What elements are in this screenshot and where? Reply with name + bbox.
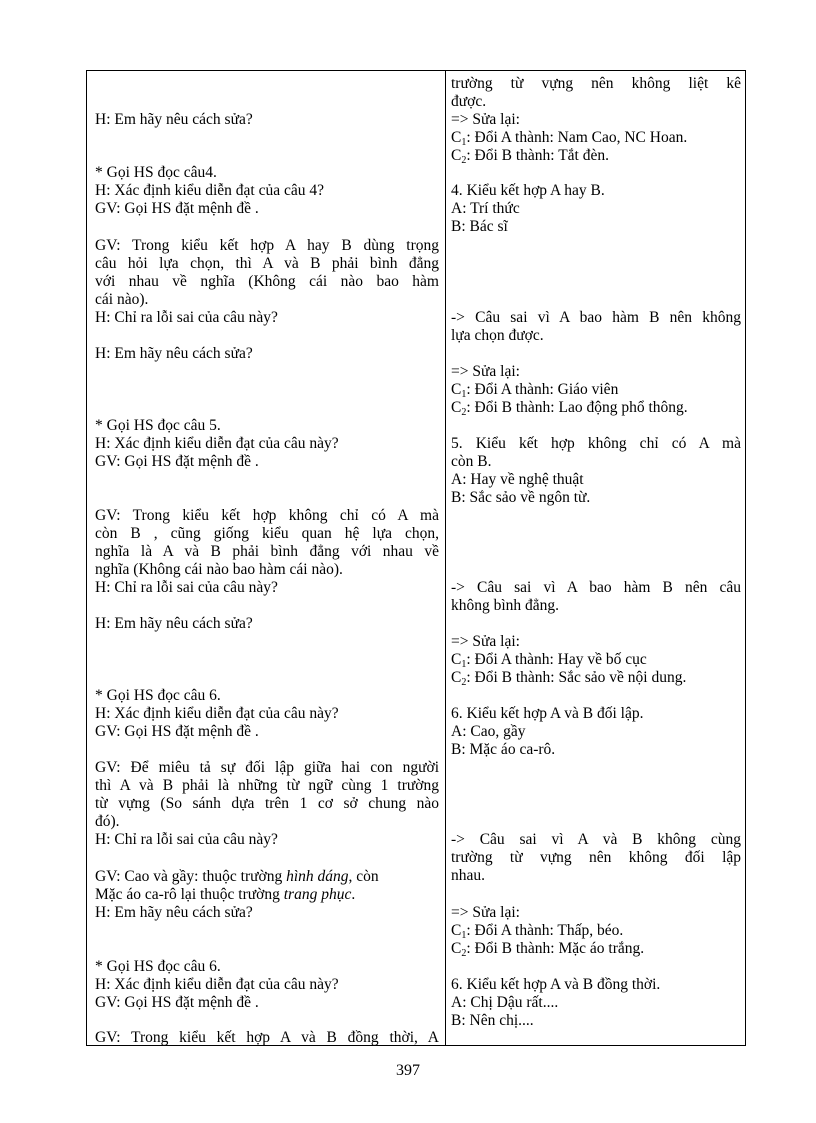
text-line: 4. Kiểu kết hợp A hay B.	[451, 182, 605, 199]
text-line: 5. Kiểu kết hợp không chỉ có A mà	[451, 435, 741, 452]
text-line: 6. Kiểu kết hợp A và B đối lập.	[451, 705, 644, 722]
text-segment: : Đổi A thành: Giáo viên	[466, 381, 619, 398]
text-line: H: Em hãy nêu cách sửa?	[95, 904, 253, 921]
text-line: H: Chỉ ra lỗi sai của câu này?	[95, 309, 278, 326]
text-line: H: Xác định kiểu diễn đạt của câu này?	[95, 435, 339, 452]
text-line: GV: Gọi HS đặt mệnh đề .	[95, 723, 259, 740]
text-line: cái nào).	[95, 291, 149, 308]
text-line: -> Câu sai vì A bao hàm B nên câu	[451, 579, 741, 596]
text-segment: : Đổi B thành: Lao động phổ thông.	[466, 399, 688, 416]
subscript: 2	[461, 948, 467, 959]
lesson-table	[86, 70, 746, 1046]
text-line: B: Mặc áo ca-rô.	[451, 741, 556, 758]
text-segment: C	[451, 651, 462, 668]
text-line	[451, 129, 741, 147]
subscript: 1	[461, 137, 467, 148]
text-line: A: Chị Dậu rất....	[451, 994, 559, 1011]
text-line: GV: Trong kiểu kết hợp A hay B dùng trọng	[95, 237, 439, 254]
text-line: B: Bác sĩ	[451, 218, 508, 235]
text-line: * Gọi HS đọc câu4.	[95, 164, 217, 181]
text-segment: C	[451, 922, 462, 939]
text-line	[95, 886, 439, 904]
text-line: trường từ vựng nên không liệt kê	[451, 75, 741, 92]
text-line: => Sửa lại:	[451, 904, 520, 921]
text-segment: : Đổi A thành: Thấp, béo.	[466, 922, 624, 939]
text-line	[451, 651, 741, 669]
subscript: 1	[461, 389, 467, 400]
text-line	[451, 147, 741, 165]
text-line: -> Câu sai vì A và B không cùng	[451, 831, 741, 848]
text-segment: C	[451, 669, 462, 686]
text-line: H: Em hãy nêu cách sửa?	[95, 345, 253, 362]
italic-term: trang phục	[283, 886, 352, 903]
text-line: với nhau về nghĩa (Không cái nào bao hàm	[95, 273, 439, 290]
column-divider	[445, 71, 446, 1045]
text-segment: .	[351, 886, 356, 903]
text-line: 6. Kiểu kết hợp A và B đồng thời.	[451, 976, 661, 993]
text-line: A: Trí thức	[451, 200, 520, 217]
text-line: còn B.	[451, 453, 492, 470]
subscript: 2	[461, 407, 467, 418]
text-segment: C	[451, 399, 462, 416]
text-line: A: Cao, gầy	[451, 723, 526, 740]
text-line: H: Chỉ ra lỗi sai của câu này?	[95, 579, 278, 596]
text-line: * Gọi HS đọc câu 6.	[95, 687, 221, 704]
text-segment: , còn	[348, 868, 379, 885]
subscript: 2	[461, 677, 467, 688]
text-line	[451, 381, 741, 399]
text-line: nghĩa là A và B phải bình đẳng với nhau về	[95, 543, 439, 560]
text-line: GV: Để miêu tả sự đối lập giữa hai con người	[95, 759, 439, 776]
text-line: còn B , cũng giống kiểu quan hệ lựa chọn,	[95, 525, 439, 542]
subscript: 1	[461, 659, 467, 670]
text-line: GV: Trong kiểu kết hợp không chỉ có A mà	[95, 507, 439, 524]
text-line: GV: Gọi HS đặt mệnh đề .	[95, 994, 259, 1011]
text-line	[451, 940, 741, 958]
text-segment: : Đổi B thành: Tắt đèn.	[466, 147, 609, 164]
text-line: -> Câu sai vì A bao hàm B nên không	[451, 309, 741, 326]
text-line: * Gọi HS đọc câu 6.	[95, 958, 221, 975]
text-line: nghĩa (Không cái nào bao hàm cái nào).	[95, 561, 343, 578]
text-line	[451, 669, 741, 687]
text-line: từ vựng (So sánh dựa trên 1 cơ sở chung nào	[95, 795, 439, 812]
text-line: nhau.	[451, 867, 486, 884]
text-line	[95, 868, 439, 886]
subscript: 2	[461, 155, 467, 166]
text-line: H: Xác định kiểu diễn đạt của câu 4?	[95, 182, 324, 199]
text-line: => Sửa lại:	[451, 363, 520, 380]
text-line: B: Sắc sảo về ngôn từ.	[451, 489, 591, 506]
italic-term: hình dáng	[286, 868, 349, 885]
text-line: được.	[451, 93, 487, 110]
text-line: H: Chỉ ra lỗi sai của câu này?	[95, 831, 278, 848]
text-line	[451, 399, 741, 417]
text-segment: : Đổi B thành: Sắc sảo về nội dung.	[466, 669, 687, 686]
text-segment: : Đổi A thành: Nam Cao, NC Hoan.	[466, 129, 688, 146]
text-line: không bình đẳng.	[451, 597, 560, 614]
teacher-activity-column	[95, 71, 439, 1045]
subscript: 1	[461, 930, 467, 941]
text-line: GV: Trong kiểu kết hợp A và B đồng thời, A	[95, 1029, 439, 1045]
text-line: câu hỏi lựa chọn, thì A và B phải bình đẳng	[95, 255, 439, 272]
text-line: * Gọi HS đọc câu 5.	[95, 417, 221, 434]
student-activity-column	[451, 71, 741, 1045]
text-line: H: Em hãy nêu cách sửa?	[95, 111, 253, 128]
text-segment: C	[451, 129, 462, 146]
text-segment: : Đổi B thành: Mặc áo trắng.	[466, 940, 645, 957]
text-line: => Sửa lại:	[451, 633, 520, 650]
page-number: 397	[396, 1062, 420, 1079]
text-line: thì A và B phải là những từ ngữ cùng 1 trường	[95, 777, 439, 794]
text-line: H: Xác định kiểu diễn đạt của câu này?	[95, 976, 339, 993]
text-segment: C	[451, 147, 462, 164]
text-line: H: Em hãy nêu cách sửa?	[95, 615, 253, 632]
text-line: H: Xác định kiểu diễn đạt của câu này?	[95, 705, 339, 722]
text-segment: GV: Cao và gầy: thuộc trường	[95, 868, 287, 885]
text-segment: Mặc áo ca-rô lại thuộc trường	[95, 886, 284, 903]
text-line	[451, 922, 741, 940]
text-segment: C	[451, 381, 462, 398]
text-line: GV: Gọi HS đặt mệnh đề .	[95, 453, 259, 470]
text-line: B: Nên chị....	[451, 1012, 534, 1029]
text-line: GV: Gọi HS đặt mệnh đề .	[95, 200, 259, 217]
text-segment: : Đổi A thành: Hay về bố cục	[466, 651, 647, 668]
text-line: trường từ vựng nên không đối lập	[451, 849, 741, 866]
text-segment: C	[451, 940, 462, 957]
text-line: đó).	[95, 813, 120, 830]
text-line: => Sửa lại:	[451, 111, 520, 128]
text-line: lựa chọn được.	[451, 327, 544, 344]
text-line: A: Hay về nghệ thuật	[451, 471, 584, 488]
